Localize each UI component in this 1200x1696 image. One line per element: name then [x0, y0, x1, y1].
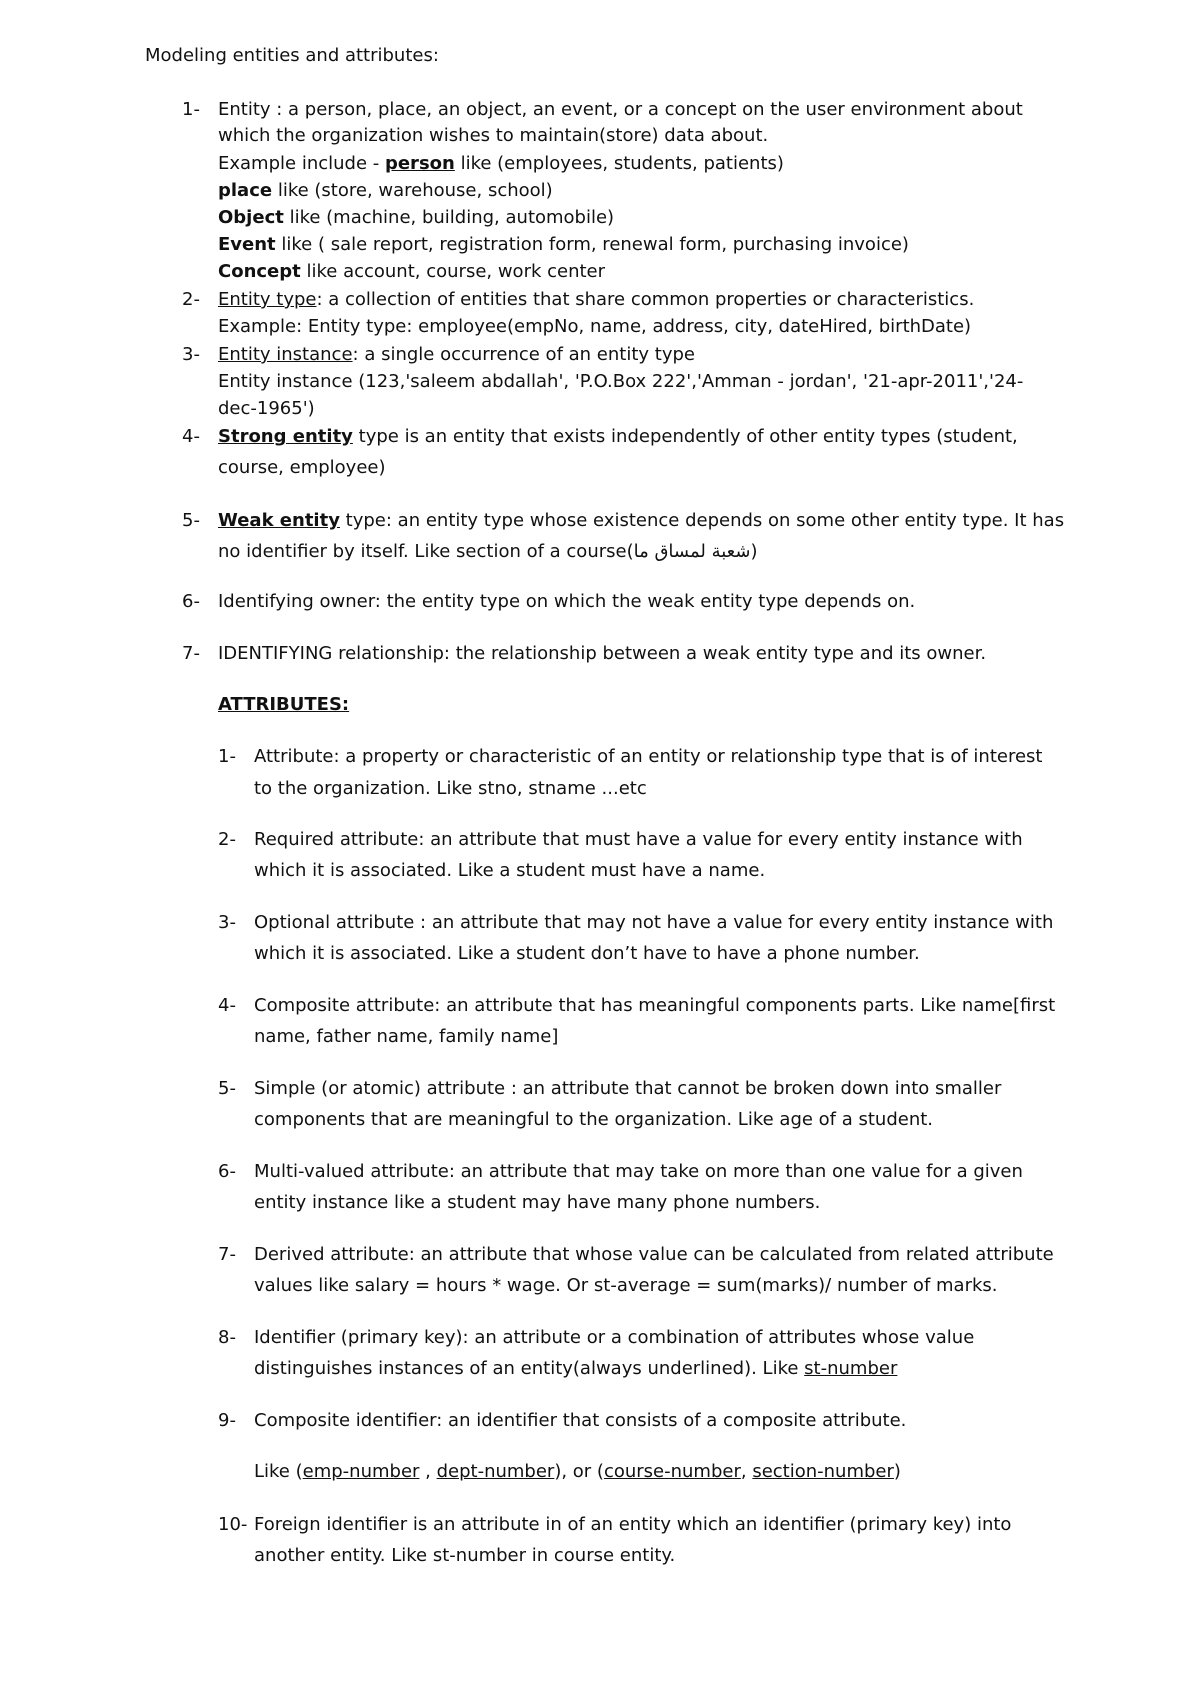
term-place: place: [218, 180, 273, 201]
required-attribute-definition: Required attribute: an attribute that must have a value for every entity instance with: [254, 829, 1023, 850]
entity-item-number: 2-: [182, 289, 200, 310]
attribute-definition: Attribute: a property or characteristic of an entity or relationship type that is of interest: [254, 746, 1043, 767]
entity-item-number: 3-: [182, 344, 200, 365]
entity-instance-example: Entity instance (123,'saleem abdallah', 'P.O.Box 222','Amman - jordan', '21-apr-2011','24-: [218, 371, 1024, 392]
term-strong-entity: Strong entity: [218, 426, 353, 447]
composite-attribute-definition: name, father name, family name]: [254, 1026, 559, 1047]
term-weak-entity: Weak entity: [218, 510, 340, 531]
entity-definition-line: which the organization wishes to maintain(store) data about.: [218, 125, 769, 146]
identifying-relationship-definition: IDENTIFYING relationship: the relationship between a weak entity type and its owner.: [218, 643, 987, 664]
arabic-text: شعبة لمساق ما: [633, 541, 751, 562]
entity-item-number: 6-: [182, 591, 200, 612]
multivalued-attribute-definition: entity instance like a student may have many phone numbers.: [254, 1192, 821, 1213]
weak-entity-continued: [218, 543, 757, 561]
page-title: Modeling entities and attributes:: [145, 45, 439, 66]
example-text: ), or (: [554, 1461, 604, 1482]
entity-instance-definition: [218, 346, 695, 364]
composite-identifier-example: [254, 1463, 901, 1481]
entity-item-number: 1-: [182, 99, 200, 120]
example-text: Like (: [254, 1461, 303, 1482]
optional-attribute-definition: which it is associated. Like a student don’t have to have a phone number.: [254, 943, 920, 964]
entity-item-number: 4-: [182, 426, 200, 447]
term-entity-type: Entity type: [218, 289, 317, 310]
attribute-item-number: 8-: [218, 1327, 236, 1348]
definition-text: type: an entity type whose existence depends on some other entity type. It has: [339, 510, 1065, 531]
optional-attribute-definition: Optional attribute : an attribute that may not have a value for every entity instance with: [254, 912, 1054, 933]
term-event: Event: [218, 234, 276, 255]
object-examples: like (machine, building, automobile): [283, 207, 615, 228]
attribute-item-number: 5-: [218, 1078, 236, 1099]
entity-example-event: [218, 236, 909, 254]
entity-example-person: [218, 155, 784, 173]
attribute-item-number: 1-: [218, 746, 236, 767]
definition-text: : a single occurrence of an entity type: [352, 344, 695, 365]
attribute-item-number: 6-: [218, 1161, 236, 1182]
composite-identifier-definition: Composite identifier: an identifier that consists of a composite attribute.: [254, 1410, 907, 1431]
foreign-identifier-definition: Foreign identifier is an attribute in of an entity which an identifier (primary key) into: [254, 1514, 1012, 1535]
term-object: Object: [218, 207, 284, 228]
identifier-definition: Identifier (primary key): an attribute or a combination of attributes whose value: [254, 1327, 975, 1348]
underlined-identifier: section-number: [752, 1461, 894, 1482]
entity-definition-line: Entity : a person, place, an object, an event, or a concept on the user environment about: [218, 99, 1023, 120]
term-concept: Concept: [218, 261, 301, 282]
definition-text: : a collection of entities that share common properties or characteristics.: [316, 289, 975, 310]
underlined-identifier: course-number: [603, 1461, 741, 1482]
underlined-identifier: st-number: [804, 1358, 898, 1379]
definition-text: distinguishes instances of an entity(always underlined). Like: [254, 1358, 805, 1379]
multivalued-attribute-definition: Multi-valued attribute: an attribute that may take on more than one value for a given: [254, 1161, 1023, 1182]
attributes-heading: ATTRIBUTES:: [218, 694, 350, 715]
entity-type-definition: [218, 291, 974, 309]
strong-entity-continued: course, employee): [218, 457, 386, 478]
example-text: ,: [740, 1461, 753, 1482]
identifier-definition: [254, 1360, 897, 1378]
example-text: ): [893, 1461, 901, 1482]
attribute-item-number: 10-: [218, 1514, 248, 1535]
identifying-owner-definition: Identifying owner: the entity type on which the weak entity type depends on.: [218, 591, 916, 612]
entity-example-object: [218, 209, 614, 227]
person-examples: like (employees, students, patients): [454, 153, 784, 174]
term-person: person: [384, 153, 455, 174]
simple-attribute-definition: components that are meaningful to the organization. Like age of a student.: [254, 1109, 934, 1130]
entity-instance-example: dec-1965'): [218, 398, 315, 419]
weak-entity-definition: [218, 512, 1064, 530]
attribute-item-number: 3-: [218, 912, 236, 933]
entity-item-number: 5-: [182, 510, 200, 531]
definition-text: type is an entity that exists independently of other entity types (student,: [352, 426, 1018, 447]
event-examples: like ( sale report, registration form, renewal form, purchasing invoice): [275, 234, 909, 255]
underlined-identifier: emp-number: [302, 1461, 420, 1482]
place-examples: like (store, warehouse, school): [272, 180, 553, 201]
entity-item-number: 7-: [182, 643, 200, 664]
closing-paren: ): [750, 541, 758, 562]
entity-example-concept: [218, 263, 605, 281]
attribute-item-number: 7-: [218, 1244, 236, 1265]
strong-entity-definition: [218, 428, 1018, 446]
example-text: ,: [419, 1461, 437, 1482]
derived-attribute-definition: Derived attribute: an attribute that whose value can be calculated from related attribute: [254, 1244, 1054, 1265]
required-attribute-definition: which it is associated. Like a student must have a name.: [254, 860, 766, 881]
foreign-identifier-definition: another entity. Like st-number in course entity.: [254, 1545, 676, 1566]
entity-example-place: [218, 182, 553, 200]
example-prefix: Example include -: [218, 153, 385, 174]
concept-examples: like account, course, work center: [300, 261, 606, 282]
underlined-identifier: dept-number: [436, 1461, 555, 1482]
attribute-definition: to the organization. Like stno, stname ...etc: [254, 778, 647, 799]
attribute-item-number: 2-: [218, 829, 236, 850]
entity-type-example: Example: Entity type: employee(empNo, name, address, city, dateHired, birthDate): [218, 316, 972, 337]
composite-attribute-definition: Composite attribute: an attribute that has meaningful components parts. Like name[first: [254, 995, 1056, 1016]
derived-attribute-definition: values like salary = hours * wage. Or st-average = sum(marks)/ number of marks.: [254, 1275, 998, 1296]
attribute-item-number: 9-: [218, 1410, 236, 1431]
term-entity-instance: Entity instance: [218, 344, 353, 365]
attribute-item-number: 4-: [218, 995, 236, 1016]
simple-attribute-definition: Simple (or atomic) attribute : an attribute that cannot be broken down into smaller: [254, 1078, 1002, 1099]
definition-text: no identifier by itself. Like section of a course(: [218, 541, 634, 562]
